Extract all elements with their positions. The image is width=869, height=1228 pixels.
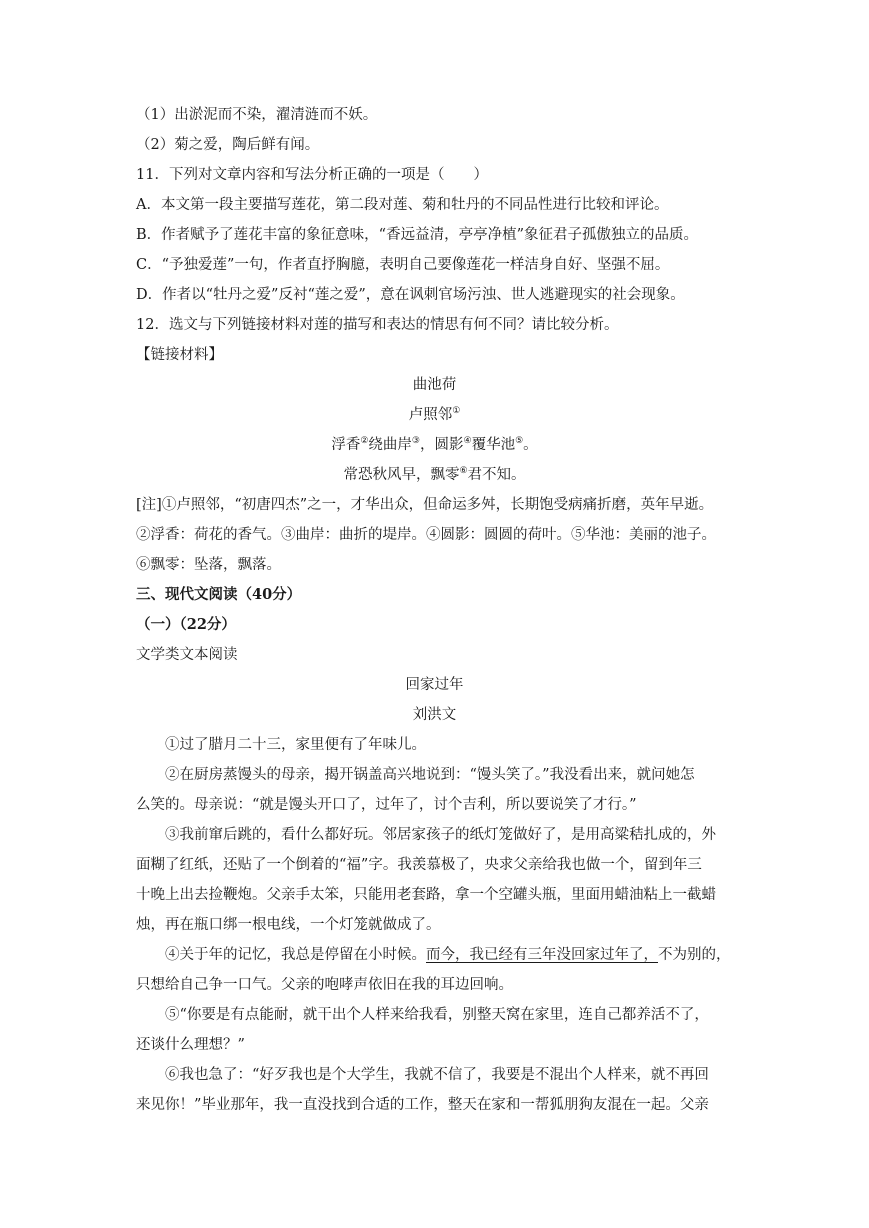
poem-note-line-1: [注]①卢照邻，“初唐四杰”之一，才华出众，但命运多舛，长期饱受病痛折磨，英年早逝。 — [136, 497, 714, 513]
question-12-stem: 12．选文与下列链接材料对莲的描写和表达的情思有何不同？请比较分析。 — [136, 317, 619, 333]
text-type-label: 文学类文本阅读 — [136, 647, 238, 663]
poem-note-line-2: ②浮香：荷花的香气。③曲岸：曲折的堤岸。④圆影：圆圆的荷叶。⑤华池：美丽的池子。 — [136, 527, 716, 543]
question-11-option-c: C．“予独爱莲”一句，作者直抒胸臆，表明自己要像莲花一样洁身自好、坚强不屈。 — [136, 257, 670, 273]
link-material-heading: 【链接材料】 — [136, 347, 223, 363]
article-para-1: ①过了腊月二十三，家里便有了年味儿。 — [165, 737, 426, 753]
poem-title: 曲池荷 — [412, 377, 457, 393]
poem-line-2: 常恐秋风早，飘零⑥君不知。 — [343, 466, 526, 483]
article-para-5-line-2: 还谈什么理想？” — [136, 1037, 245, 1053]
poem-author: 卢照邻① — [408, 406, 461, 423]
article-title: 回家过年 — [405, 677, 464, 693]
article-para-4-line-1: ④关于年的记忆，我总是停留在小时候。而今，我已经有三年没回家过年了，不为别的， — [165, 947, 731, 963]
subsection-1-heading: （一）（22分） — [136, 616, 236, 633]
article-para-6-line-1: ⑥我也急了：“好歹我也是个大学生，我就不信了，我要是不混出个人样来，就不再回 — [165, 1067, 709, 1083]
article-para-3-line-1: ③我前窜后跳的，看什么都好玩。邻居家孩子的纸灯笼做好了，是用高粱秸扎成的，外 — [165, 827, 716, 843]
question-11-option-d: D．作者以“牡丹之爱”反衬“莲之爱”，意在讽刺官场污浊、世人逃避现实的社会现象。 — [136, 287, 685, 303]
article-para-2-line-1: ②在厨房蒸馒头的母亲，揭开锅盖高兴地说到：“馒头笑了。”我没看出来，就问她怎 — [165, 767, 695, 783]
article-para-3-line-3: 十晚上出去捡鞭炮。父亲手太笨，只能用老套路，拿一个空罐头瓶，里面用蜡油粘上一截蜡 — [136, 887, 716, 903]
underlined-sentence: 而今，我已经有三年没回家过年了， — [426, 947, 658, 963]
question-11-option-a: A．本文第一段主要描写莲花，第二段对莲、菊和牡丹的不同品性进行比较和评论。 — [136, 197, 669, 213]
article-para-2-line-2: 么笑的。母亲说：“就是馒头开口了，过年了，讨个吉利，所以要说笑了才行。” — [136, 797, 637, 813]
poem-note-line-3: ⑥飘零：坠落，飘落。 — [136, 557, 281, 573]
poem-line-1: 浮香②绕曲岸③，圆影④覆华池⑤。 — [331, 436, 538, 453]
section-3-heading: 三、现代文阅读（40分） — [136, 586, 302, 603]
question-11-stem: 11．下列对文章内容和写法分析正确的一项是（ ） — [136, 167, 488, 183]
question-11-option-b: B．作者赋予了莲花丰富的象征意味，“香远益清，亭亭净植”象征君子孤傲独立的品质。 — [136, 227, 698, 243]
line-q10-item1: （1）出淤泥而不染，濯清涟而不妖。 — [136, 107, 378, 123]
article-para-5-line-1: ⑤“你要是有点能耐，就干出个人样来给我看，别整天窝在家里，连自己都养活不了， — [165, 1007, 709, 1023]
article-para-4-line-2: 只想给自己争一口气。父亲的咆哮声依旧在我的耳边回响。 — [136, 977, 513, 993]
article-para-6-line-2: 来见你！”毕业那年，我一直没找到合适的工作，整天在家和一帮狐朋狗友混在一起。父亲 — [136, 1097, 709, 1113]
article-para-3-line-2: 面糊了红纸，还贴了一个倒着的“福”字。我羡慕极了，央求父亲给我也做一个，留到年三 — [136, 857, 702, 873]
line-q10-item2: （2）菊之爱，陶后鲜有闻。 — [136, 137, 320, 153]
article-author: 刘洪文 — [412, 707, 457, 723]
article-para-3-line-4: 烛，再在瓶口绑一根电线，一个灯笼就做成了。 — [136, 917, 441, 933]
